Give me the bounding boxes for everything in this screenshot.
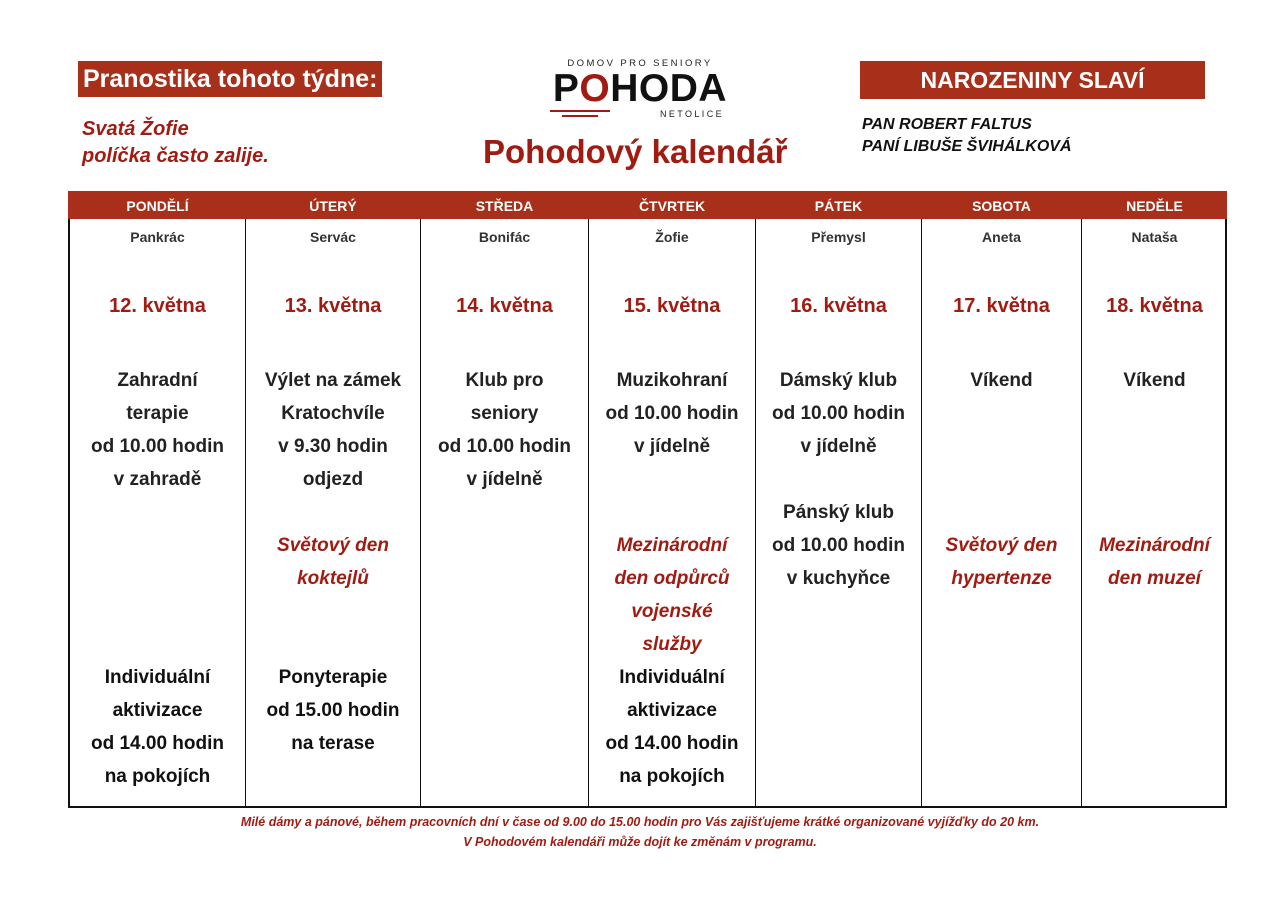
- logo-underline: [550, 110, 610, 112]
- day-column: [589, 198, 756, 806]
- birthday-person: PANÍ LIBUŠE ŠVIHÁLKOVÁ: [862, 138, 1072, 155]
- forecast-heading: Pranostika tohoto týdne:: [78, 61, 382, 97]
- name-day: Pankrác: [130, 229, 185, 245]
- day-name: NEDĚLE: [1126, 198, 1183, 214]
- day-column: [1082, 198, 1227, 806]
- day-date: 13. května: [284, 295, 382, 317]
- activity-afternoon: Individuální aktivizace od 14.00 hodin na pokojích: [90, 667, 225, 787]
- page-title: Pohodový kalendář: [483, 133, 788, 170]
- special-day: Mezinárodní den muzeí: [1099, 535, 1210, 589]
- day-name: STŘEDA: [475, 198, 534, 214]
- activity-morning: Víkend: [1123, 370, 1186, 391]
- activity-morning: Víkend: [970, 370, 1033, 391]
- logo-bottom-text: NETOLICE: [659, 109, 724, 119]
- activity-morning: Klub pro seniory od 10.00 hodin v jídelně: [437, 370, 572, 490]
- name-day: Nataša: [1131, 229, 1178, 245]
- day-column: [246, 198, 421, 806]
- activity-morning: Muzikohraní od 10.00 hodin v jídelně: [605, 370, 739, 457]
- forecast-line-1: Svatá Žofie: [82, 118, 189, 140]
- day-date: 12. května: [109, 295, 206, 317]
- day-column: [756, 198, 922, 806]
- day-column: [70, 198, 246, 806]
- activity-second: Pánský klub od 10.00 hodin v kuchyňce: [771, 502, 906, 589]
- logo-underline-2: [562, 115, 598, 117]
- footer-note-1: Milé dámy a pánové, během pracovních dní v čase od 9.00 do 15.00 hodin pro Vás zajišťujeme krátké organizované vyjížďky do 20 km.: [240, 815, 1040, 829]
- logo-name-o: O: [579, 67, 611, 110]
- special-day: Světový den koktejlů: [277, 535, 389, 589]
- name-day: Servác: [310, 229, 356, 245]
- day-column: [421, 198, 589, 806]
- special-day: Mezinárodní den odpůrců vojenské služby: [614, 535, 730, 655]
- day-date: 16. května: [790, 295, 887, 317]
- logo-name: [540, 69, 740, 109]
- name-day: Aneta: [982, 229, 1021, 245]
- day-date: 14. května: [456, 295, 553, 317]
- week-calendar: [68, 191, 1227, 808]
- day-date: 17. května: [953, 295, 1050, 317]
- logo-name-p: P: [552, 67, 580, 110]
- forecast-line-2: políčka často zalije.: [82, 145, 269, 167]
- day-name: PONDĚLÍ: [126, 198, 189, 214]
- day-date: 18. května: [1106, 295, 1203, 317]
- day-name: PÁTEK: [814, 198, 863, 214]
- footer-note-2: V Pohodovém kalendáři může dojít ke změnám v programu.: [463, 835, 817, 849]
- activity-afternoon: Individuální aktivizace od 14.00 hodin na pokojích: [605, 667, 739, 787]
- day-name: ÚTERÝ: [309, 198, 357, 214]
- special-day: Světový den hypertenze: [945, 535, 1058, 589]
- day-name: ČTVRTEK: [638, 198, 706, 214]
- logo: [540, 58, 740, 119]
- day-date: 15. května: [623, 295, 721, 317]
- birthday-person: PAN ROBERT FALTUS: [862, 116, 1032, 133]
- logo-name-rest: HODA: [610, 67, 728, 110]
- activity-morning: Výlet na zámek Kratochvíle v 9.30 hodin odjezd: [264, 370, 402, 490]
- activity-morning: Dámský klub od 10.00 hodin v jídelně: [771, 370, 906, 457]
- activity-afternoon: Ponyterapie od 15.00 hodin na terase: [266, 667, 400, 754]
- name-day: Žofie: [655, 229, 689, 245]
- name-day: Přemysl: [811, 229, 866, 245]
- birthdays-list: [862, 114, 1072, 158]
- name-day: Bonifác: [478, 229, 531, 245]
- forecast-saying: [82, 116, 269, 170]
- day-column: [922, 198, 1082, 806]
- birthdays-heading: NAROZENINY SLAVÍ: [860, 61, 1205, 99]
- activity-morning: Zahradní terapie od 10.00 hodin v zahradě: [90, 370, 225, 490]
- logo-top-text: DOMOV PRO SENIORY: [567, 58, 713, 69]
- day-name: SOBOTA: [972, 198, 1031, 214]
